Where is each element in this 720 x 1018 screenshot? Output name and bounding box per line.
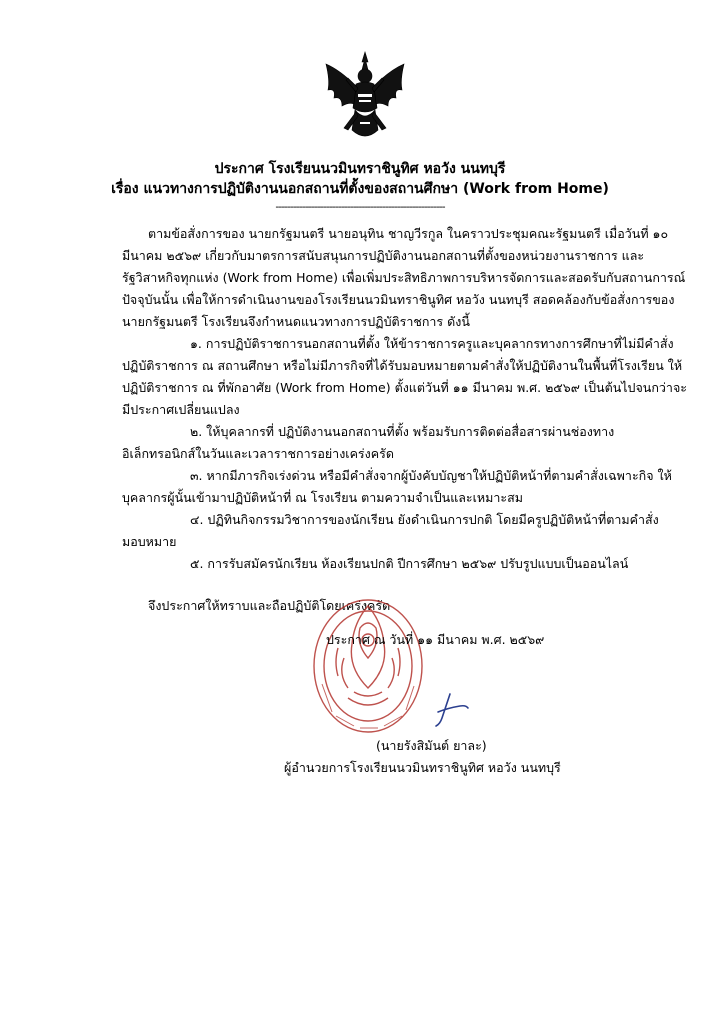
item-3-line: ๓. หากมีภารกิจเร่งด่วน หรือมีคำสั่งจากผู้บังคับบัญชาให้ปฏิบัติหน้าที่ตามคำสั่งเฉพาะกิจ ให้ <box>190 468 672 483</box>
item-1-line: ปฏิบัติราชการ ณ ที่พักอาศัย (Work from Home) ตั้งแต่วันที่ ๑๑ มีนาคม พ.ศ. ๒๕๖๙ เป็นต้นไปจนกว่าจะ <box>122 380 687 395</box>
announcement-title: ประกาศ โรงเรียนนวมินทราชินูทิศ หอวัง นนทบุรี <box>214 161 506 177</box>
item-2-line: อิเล็กทรอนิกส์ในวันและเวลาราชการอย่างเคร่งครัด <box>122 446 394 461</box>
item-4-line: มอบหมาย <box>122 534 177 549</box>
school-seal-stamp-icon <box>308 588 428 738</box>
garuda-emblem-icon <box>322 50 408 146</box>
signer-name: (นายรังสิมันต์ ยาละ) <box>376 738 487 753</box>
item-3-line: บุคลากรผู้นั้นเข้ามาปฏิบัติหน้าที่ ณ โรงเรียน ตามความจำเป็นและเหมาะสม <box>122 490 523 505</box>
item-2-line: ๒. ให้บุคลากรที่ ปฏิบัติงานนอกสถานที่ตั้ง พร้อมรับการติดต่อสื่อสารผ่านช่องทาง <box>190 424 615 439</box>
item-4-line: ๔. ปฏิทินกิจกรรมวิชาการของนักเรียน ยังดำเนินการปกติ โดยมีครูปฏิบัติหน้าที่ตามคำสั่ง <box>190 512 659 527</box>
closing-line: จึงประกาศให้ทราบและถือปฏิบัติโดยเคร่งครัด <box>148 598 391 613</box>
handwritten-signature-icon <box>420 692 470 728</box>
body-line: นายกรัฐมนตรี โรงเรียนจึงกำหนดแนวทางการปฏิบัติราชการ ดังนี้ <box>122 314 470 329</box>
body-line: รัฐวิสาหกิจทุกแห่ง (Work from Home) เพื่อเพิ่มประสิทธิภาพการบริหารจัดการและสอดรับกับสถานการณ์ <box>122 270 686 285</box>
title-divider: --------------------------------------------------------- <box>275 200 445 213</box>
item-1-line: มีประกาศเปลี่ยนแปลง <box>122 402 240 417</box>
body-line: ตามข้อสั่งการของ นายกรัฐมนตรี นายอนุทิน ชาญวีรกูล ในคราวประชุมคณะรัฐมนตรี เมื่อวันที่ ๑๐ <box>148 226 669 241</box>
item-1-line: ปฏิบัติราชการ ณ สถานศึกษา หรือไม่มีภารกิจที่ได้รับมอบหมายตามคำสั่งให้ปฏิบัติงานในพื้นที่โรงเรียน ให้ <box>122 358 683 373</box>
body-line: มีนาคม ๒๕๖๙ เกี่ยวกับมาตรการสนับสนุนการปฏิบัติงานนอกสถานที่ตั้งของหน่วยงานราชการ และ <box>122 248 645 263</box>
item-1-line: ๑. การปฏิบัติราชการนอกสถานที่ตั้ง ให้ข้าราชการครูและบุคลากรทางการศึกษาที่ไม่มีคำสั่ง <box>190 336 674 351</box>
announcement-subject: เรื่อง แนวทางการปฏิบัติงานนอกสถานที่ตั้งของสถานศึกษา (Work from Home) <box>111 181 609 197</box>
body-line: ปัจจุบันนั้น เพื่อให้การดำเนินงานของโรงเรียนนวมินทราชินูทิศ หอวัง นนทบุรี สอดคล้องกับข้อสั่งการของ <box>122 292 675 307</box>
item-5-line: ๕. การรับสมัครนักเรียน ห้องเรียนปกติ ปีการศึกษา ๒๕๖๙ ปรับรูปแบบเป็นออนไลน์ <box>190 556 629 571</box>
signer-title: ผู้อำนวยการโรงเรียนนวมินทราชินูทิศ หอวัง นนทบุรี <box>284 760 561 775</box>
announcement-date: ประกาศ ณ วันที่ ๑๑ มีนาคม พ.ศ. ๒๕๖๙ <box>326 632 545 647</box>
